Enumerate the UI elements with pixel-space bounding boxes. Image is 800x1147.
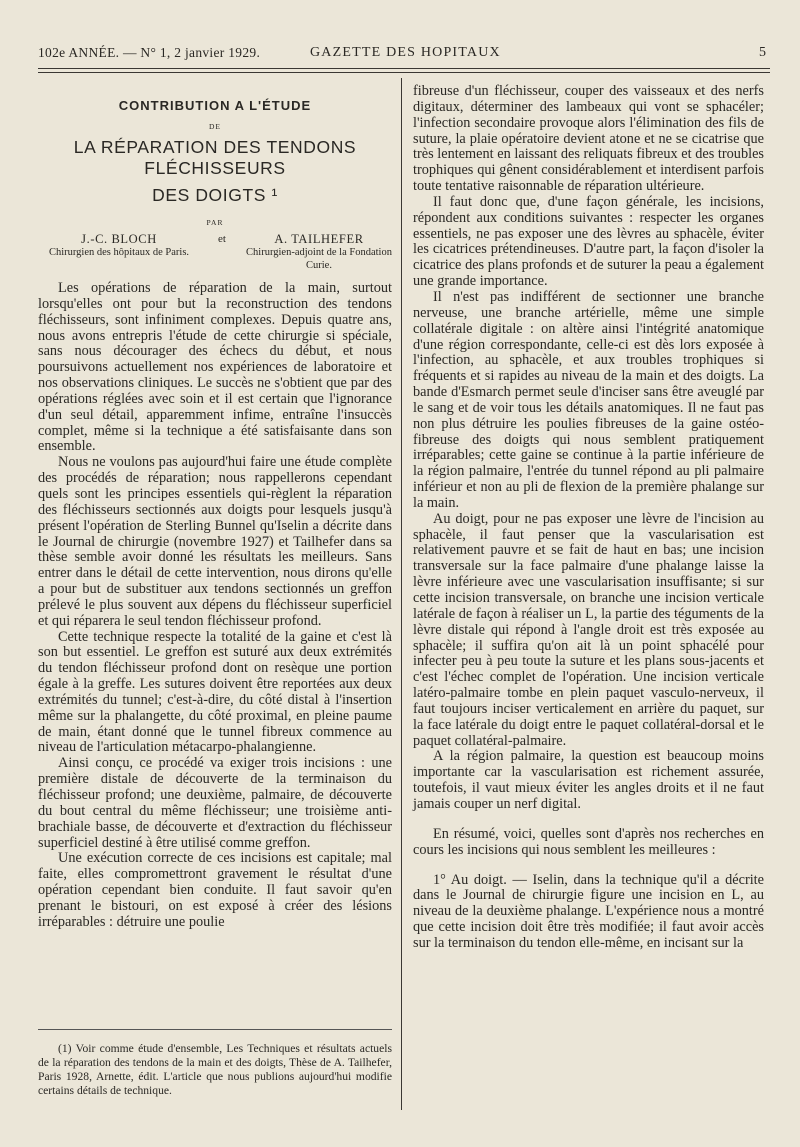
right-paragraph-6: En résumé, voici, quelles sont d'après nos recherches en cours les incisions qui nous semblent les meilleures : bbox=[413, 825, 764, 858]
article-title-line1: LA RÉPARATION DES TENDONS FLÉCHISSEURS bbox=[73, 137, 357, 178]
paragraph-gap bbox=[413, 813, 764, 827]
author-1-affiliation: Chirurgien des hôpitaux de Paris. bbox=[48, 247, 190, 258]
author-2 bbox=[234, 233, 404, 272]
issue-line: 102e ANNÉE. — N° 1, 2 janvier 1929. bbox=[38, 45, 261, 60]
author-2-name: A. TAILHEFER bbox=[274, 232, 364, 246]
left-paragraph-4: Ainsi conçu, ce procédé va exiger trois incisions : une première distale de découverte de la terminaison du fléchisseur profond; une deuxième, palmaire, de découverte du bout central du même fléchisseur; une troisième anti-brachiale basse, de découverte et d'extraction du fléchisseur superficiel destiné à être utilisé comme greffon. bbox=[38, 755, 392, 851]
article-par: PAR bbox=[206, 218, 224, 227]
left-paragraph-3: Cette technique respecte la totalité de la gaine et c'est là son but essentiel. Le greffon est suturé aux deux extrémités du tendon fléchisseur profond dont on resèque une portion égale à la greffe. Les sutures doivent être reportées aux deux extrémités du tunnel; c'est-à-dire, du côté distal à l'insertion même sur la phalangette, du côté proximal, en pleine paume de main, étant donné que le tunnel fibreux commence au niveau de l'articulation métacarpo-phalangienne. bbox=[38, 628, 392, 756]
header-rule-thin bbox=[38, 72, 770, 73]
right-paragraph-5: A la région palmaire, la question est beaucoup moins importante car la vascularisation est richement assurée, toutefois, il vaut mieux éviter les angles droits et il ne faut jamais couper un nerf digital. bbox=[413, 748, 764, 812]
page-number: 5 bbox=[759, 45, 766, 60]
paragraph-gap bbox=[413, 859, 764, 873]
right-column bbox=[413, 84, 764, 952]
right-paragraph-1: fibreuse d'un fléchisseur, couper des vaisseaux et des nerfs digitaux, déterminer des lambeaux qui vont se sphacéler; l'infection secondaire provoque alors l'élimination des fils de suture, la plaie opératoire devient atone et ne se cicatrise que très lentement en laissant des reliquats fibreux et des troubles trophiques qui gênent considérablement et interdisent parfois toute tentative raisonnable de réparation ultérieure. bbox=[413, 83, 764, 195]
page-header bbox=[38, 45, 766, 67]
footnote: (1) Voir comme étude d'ensemble, Les Techniques et résultats actuels de la réparation des tendons de la main et des doigts, Thèse de A. Tailhefer, Paris 1928, Arnette, édit. L'article que nous publions aujourd'hui modifie certains détails de technique. bbox=[38, 1042, 392, 1097]
right-paragraph-4: Au doigt, pour ne pas exposer une lèvre de l'incision au sphacèle, il faut penser que la vascularisation est relativement pauvre et se fait de haut en bas; une incision transversale sur la face palmaire d'une phalange laisse la lèvre inférieure avec une vascularisation insuffisante; si sur cette incision transversale, on branche une incision verticale latérale de façon à réaliser un L, la partie des téguments de la lèvre distale qui répond à l'angle droit est très exposée au sphacèle; il suffira qu'on ait là un point sphacélé pour infecter peu à peu toute la suture et les plans sous-jacents et c'est l'échec complet de l'opération. Une incision verticale latéro-palmaire tombe en plein paquet vasculo-nerveux, il faut toujours inciser verticalement en arrière du paquet, sur la face latérale du doigt entre le paquet collatéral-dorsal et le paquet collatéral-palmaire. bbox=[413, 510, 764, 749]
author-1 bbox=[34, 233, 204, 259]
authors-et: et bbox=[218, 233, 226, 245]
left-paragraph-2: Nous ne voulons pas aujourd'hui faire une étude complète des procédés de réparation; nous rappellerons cependant quels sont les principes essentiels qui-règlent la réparation des fléchisseurs sectionnés aux doigts pour lesquels jusqu'à présent l'opération de Sterling Bunnel qu'Iselin a décrite dans le Journal de chirurgie (novembre 1927) et Tailhefer dans sa thèse semble avoir donné les résultats les meilleurs. Sans entrer dans le détail de cette intervention, nous dirons qu'elle a pour but de substituer aux tendons sectionnés un greffon prélevé le plus souvent aux dépens du fléchisseur superficiel et qui réparera le seul tendon fléchisseur profond. bbox=[38, 454, 392, 629]
author-1-name: J.-C. BLOCH bbox=[81, 232, 157, 246]
author-2-affiliation: Chirurgien-adjoint de la Fondation Curie. bbox=[246, 247, 392, 271]
footnote-rule bbox=[38, 1029, 392, 1030]
right-paragraph-3: Il n'est pas indifférent de sectionner une branche nerveuse, une branche artérielle, même une simple collatérale digitale : on altère ainsi l'intégrité anatomique d'une région correspondante, celle-ci est dès lors exposée à l'infection, au sphacèle, et aux troubles trophiques si fréquents et si rapides au niveau de la main et des doigts. La bande d'Esmarch permet seule d'inciser sans être aveuglé par le sang et de voir tous les détails anatomiques. Il ne faut pas non plus détruire les poulies fibreuses de la gaine ostéo-fibreuse des doigts qui nous semblent pratiquement irréparables; cette gaine se continue à la partie inférieure de la région palmaire, l'entrée du tunnel répond au pli palmaire inférieur et non au pli de flexion de la première phalange sur la main. bbox=[413, 288, 764, 511]
article-de: DE bbox=[209, 122, 221, 131]
left-paragraph-5: Une exécution correcte de ces incisions est capitale; mal faite, elles compromettront gravement le résultat d'une opération cependant bien conduite. Il faut savoir qu'en prenant le bistouri, on est exposé à créer des lésions irréparables : détruire une poulie bbox=[38, 850, 392, 930]
left-paragraph-1: Les opérations de réparation de la main, surtout lorsqu'elles ont pour but la reconstruction des tendons fléchisseurs, sont infiniment complexes. Depuis quatre ans, nous avons entrepris l'étude de cette chirurgie si spéciale, sans nous décourager des échecs du début, et nous poursuivons actuellement nos expériences de laboratoire et nos observations cliniques. Le succès ne s'obtient que par des opérations réglées avec soin et il est certain que l'ignorance d'un seul détail, apparemment infime, entraîne l'insuccès complet, même si la technique a été satisfaisante dans son ensemble. bbox=[38, 280, 392, 455]
authors-block bbox=[38, 233, 392, 277]
left-column bbox=[38, 84, 392, 931]
header-rule bbox=[38, 68, 770, 69]
article-kicker: CONTRIBUTION A L'ÉTUDE bbox=[118, 98, 312, 113]
article-title-line2: DES DOIGTS ¹ bbox=[152, 185, 278, 205]
right-paragraph-7: 1° Au doigt. — Iselin, dans la technique qu'il a décrite dans le Journal de chirurgie figure une incision en L, au niveau de la deuxième phalange. L'expérience nous a montré que cette incision doit être très modifiée; il faut avoir accès sur la terminaison du tendon elle-même, en incisant sur la bbox=[413, 871, 764, 951]
right-paragraph-2: Il faut donc que, d'une façon générale, les incisions, répondent aux conditions suivantes : respecter les organes essentiels, ne pas exposer une des lèvres au sphacèle, éviter les cicatrices prétendineuses. D'autre part, la façon d'isoler la cicatrice des plans profonds et de suturer la peau a également une grande importance. bbox=[413, 193, 764, 290]
journal-name: GAZETTE DES HOPITAUX bbox=[310, 45, 501, 60]
